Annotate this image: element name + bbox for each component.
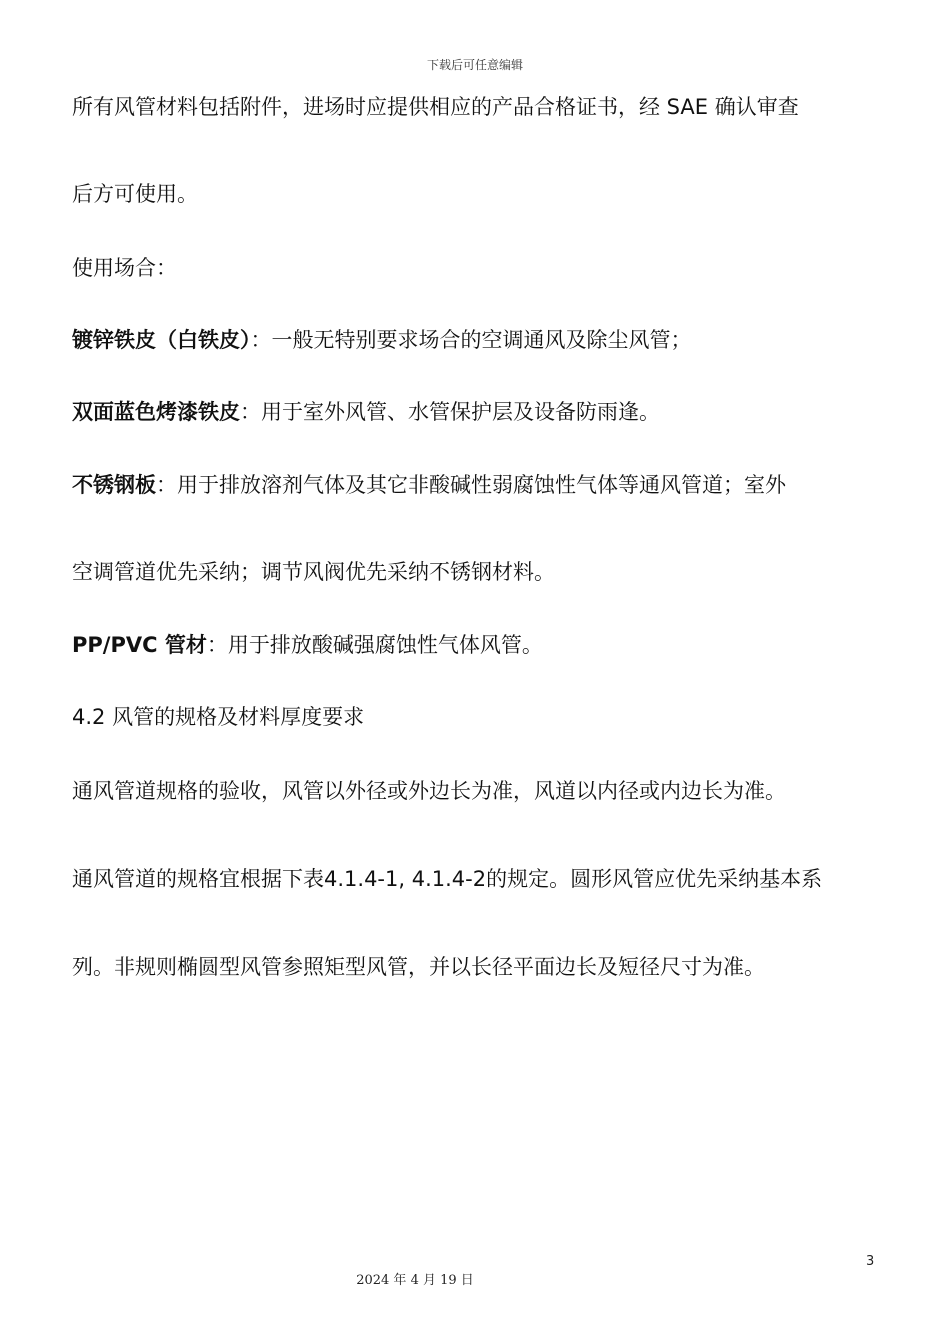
section-heading: 4.2 风管的规格及材料厚度要求 — [72, 705, 365, 729]
usage-item-galvanized — [72, 325, 882, 355]
header-note: 下载后可任意编辑 — [426, 58, 523, 72]
usage-item-painted-sheet — [72, 397, 882, 427]
usage-item-term: 镀锌铁皮（白铁皮） — [72, 328, 251, 352]
paragraph-spec-line-1: 通风管道的规格宜根据下表4.1.4-1, 4.1.4-2的规定。圆形风管应优先采纳基本系 — [72, 867, 823, 891]
usage-item-desc: ：用于排放酸碱强腐蚀性气体风管。 — [206, 633, 543, 657]
usage-item-desc: ：用于室外风管、水管保护层及设备防雨逢。 — [240, 400, 660, 424]
usage-item-term: 不锈钢板 — [72, 473, 156, 497]
page-number: 3 — [866, 1254, 875, 1269]
usage-heading: 使用场合： — [72, 256, 177, 280]
paragraph-acceptance: 通风管道规格的验收，风管以外径或外边长为准，风道以内径或内边长为准。 — [72, 779, 786, 803]
usage-item-pp-pvc — [72, 630, 882, 660]
paragraph-materials-line-2: 后方可使用。 — [72, 182, 198, 206]
usage-item-term: PP/PVC 管材 — [72, 633, 207, 657]
usage-item-stainless — [72, 470, 882, 500]
paragraph-materials-line-1: 所有风管材料包括附件，进场时应提供相应的产品合格证书，经 SAE 确认审查 — [72, 95, 799, 119]
footer-date: 2024 年 4 月 19 日 — [356, 1273, 474, 1288]
usage-item-term: 双面蓝色烤漆铁皮 — [72, 400, 240, 424]
usage-item-stainless-line-2: 空调管道优先采纳；调节风阀优先采纳不锈钢材料。 — [72, 560, 555, 584]
usage-item-desc: ：一般无特别要求场合的空调通风及除尘风管； — [250, 328, 692, 352]
usage-item-desc: ：用于排放溶剂气体及其它非酸碱性弱腐蚀性气体等通风管道；室外 — [156, 473, 786, 497]
paragraph-spec-line-2: 列。非规则椭圆型风管参照矩型风管，并以长径平面边长及短径尺寸为准。 — [72, 955, 765, 979]
